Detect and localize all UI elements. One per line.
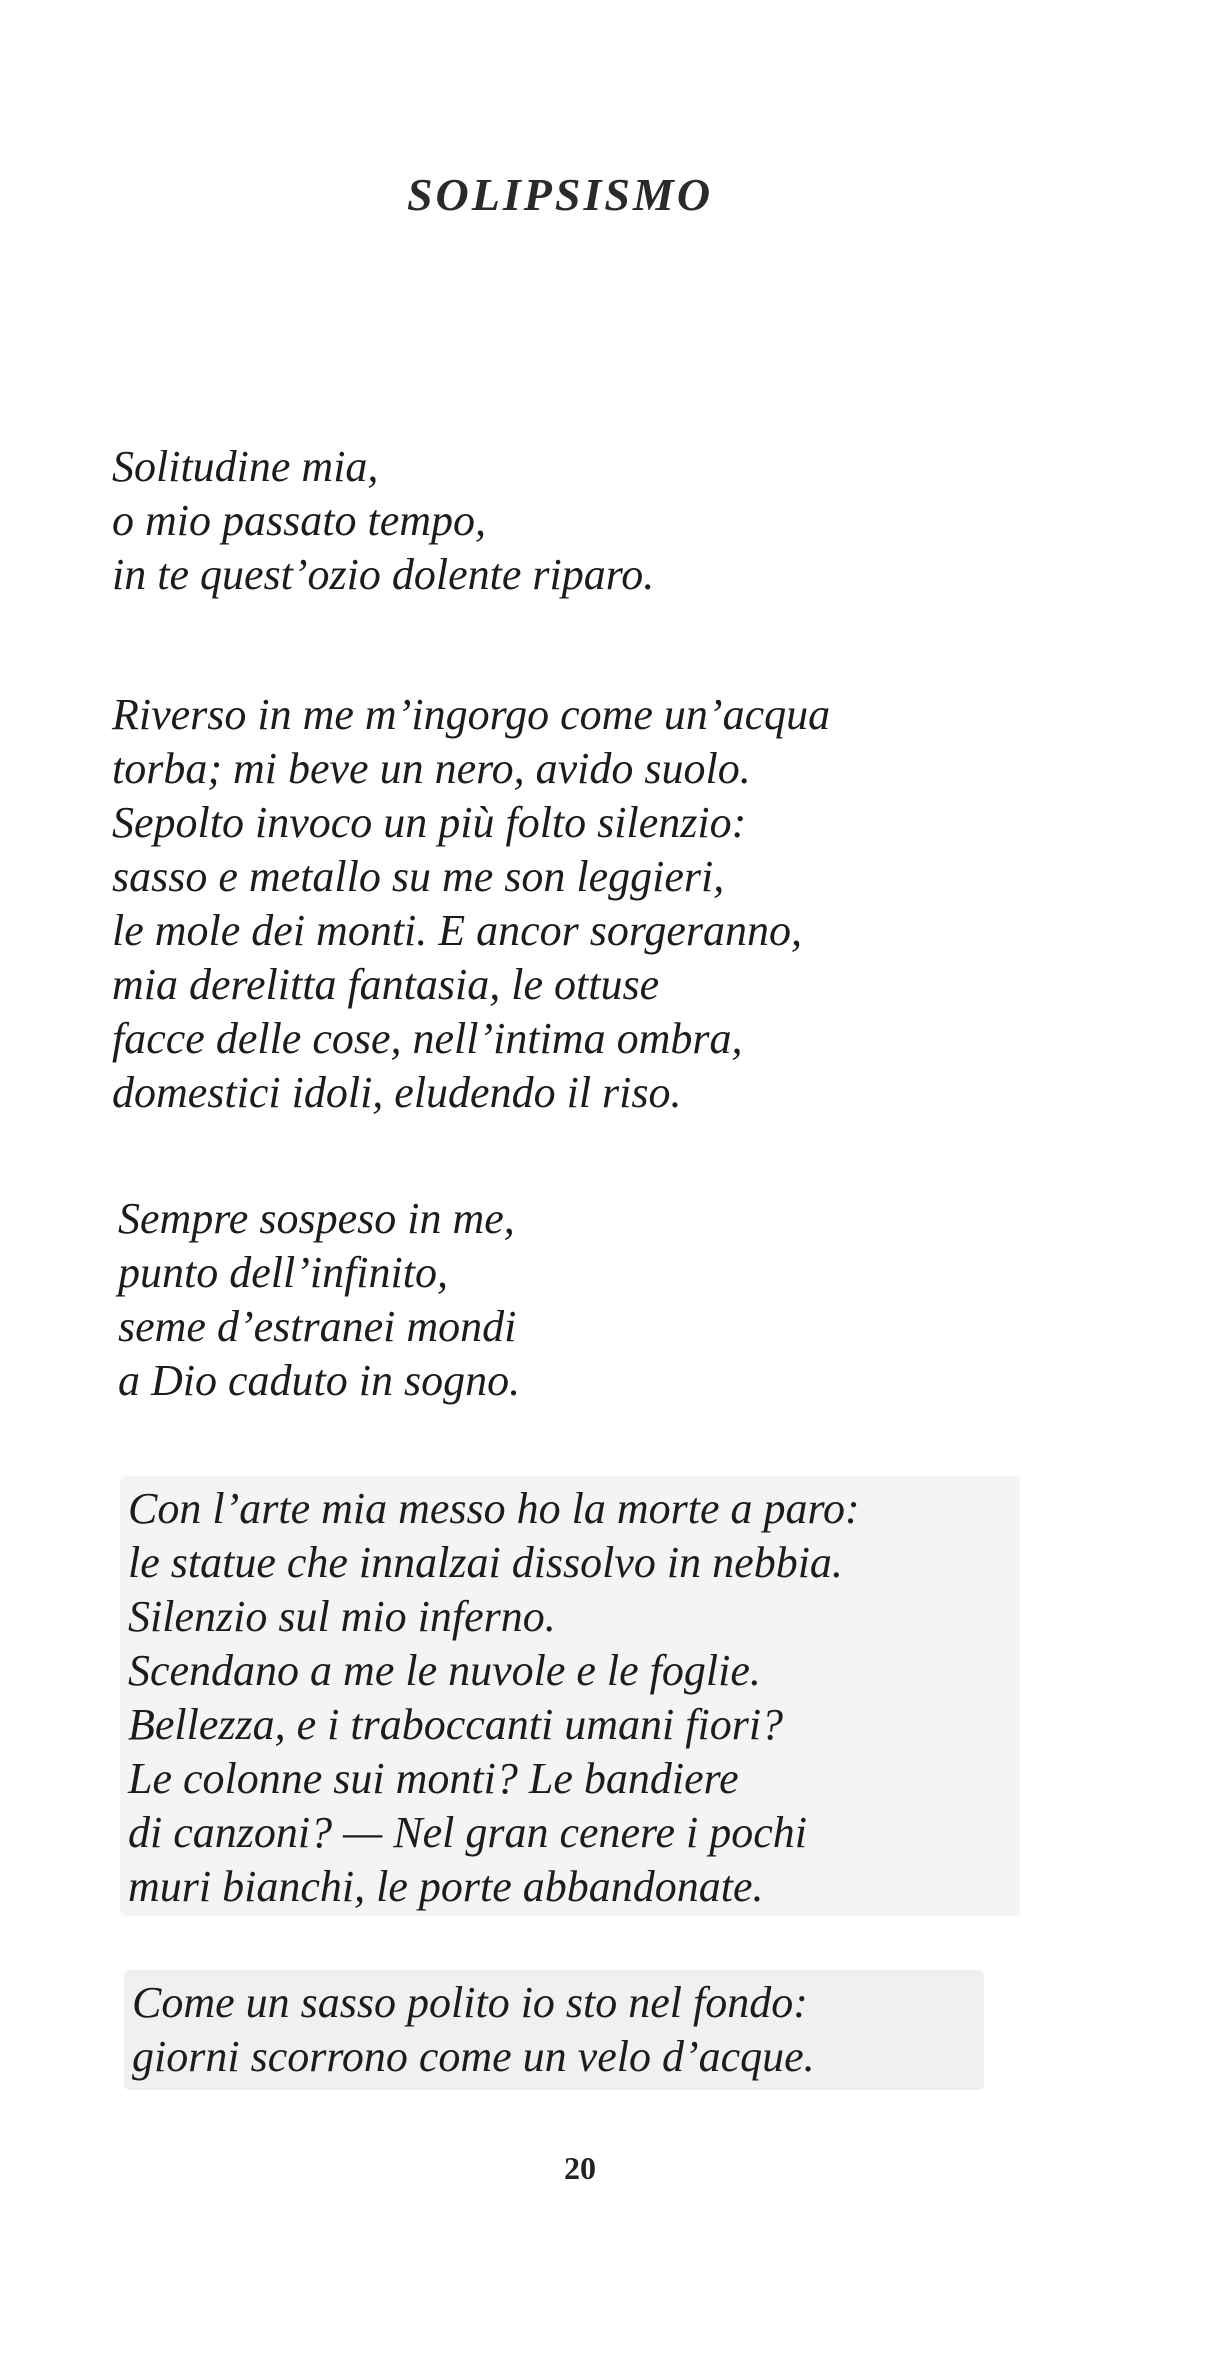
poem-line: mia derelitta fantasia, le ottuse [112,960,660,1009]
poem-line: punto dell’infinito, [118,1248,448,1297]
poem-line: giorni scorrono come un velo d’acque. [132,2032,815,2081]
poem-line: Riverso in me m’ingorgo come un’acqua [112,690,831,739]
poem-line: domestici idoli, eludendo il riso. [112,1068,682,1117]
stanza-3 [118,1192,520,1408]
poem-line: muri bianchi, le porte abbandonate. [128,1862,764,1911]
poem-title: SOLIPSISMO [406,169,714,220]
poem-line: a Dio caduto in sogno. [118,1356,521,1405]
stanza-2 [112,688,830,1120]
page-number: 20 [564,2150,596,2186]
poem-line: Bellezza, e i traboccanti umani fiori? [128,1700,784,1749]
poem-line: Le colonne sui monti? Le bandiere [128,1754,739,1803]
poem-line: seme d’estranei mondi [118,1302,517,1351]
stanza-1 [112,440,654,602]
poem-line: Scendano a me le nuvole e le foglie. [128,1646,761,1695]
stanza-5 [132,1976,815,2084]
poem-line: in te quest’ozio dolente riparo. [112,550,655,599]
poem-line: Solitudine mia, [112,442,379,491]
poem-line: le mole dei monti. E ancor sorgeranno, [112,906,803,955]
poem-line: Sempre sospeso in me, [118,1194,515,1243]
poem-line: Con l’arte mia messo ho la morte a paro: [128,1484,860,1533]
poem-line: le statue che innalzai dissolvo in nebbia. [128,1538,843,1587]
poem-line: torba; mi beve un nero, avido suolo. [112,744,751,793]
poem-line: sasso e metallo su me son leggieri, [112,852,725,901]
stanza-4 [128,1482,860,1914]
poem-line: Sepolto invoco un più folto silenzio: [112,798,747,847]
poem-line: facce delle cose, nell’intima ombra, [112,1014,743,1063]
poem-line: o mio passato tempo, [112,496,486,545]
poem-line: di canzoni? — Nel gran cenere i pochi [128,1808,808,1857]
poem-line: Silenzio sul mio inferno. [128,1592,556,1641]
poem-line: Come un sasso polito io sto nel fondo: [132,1978,808,2027]
